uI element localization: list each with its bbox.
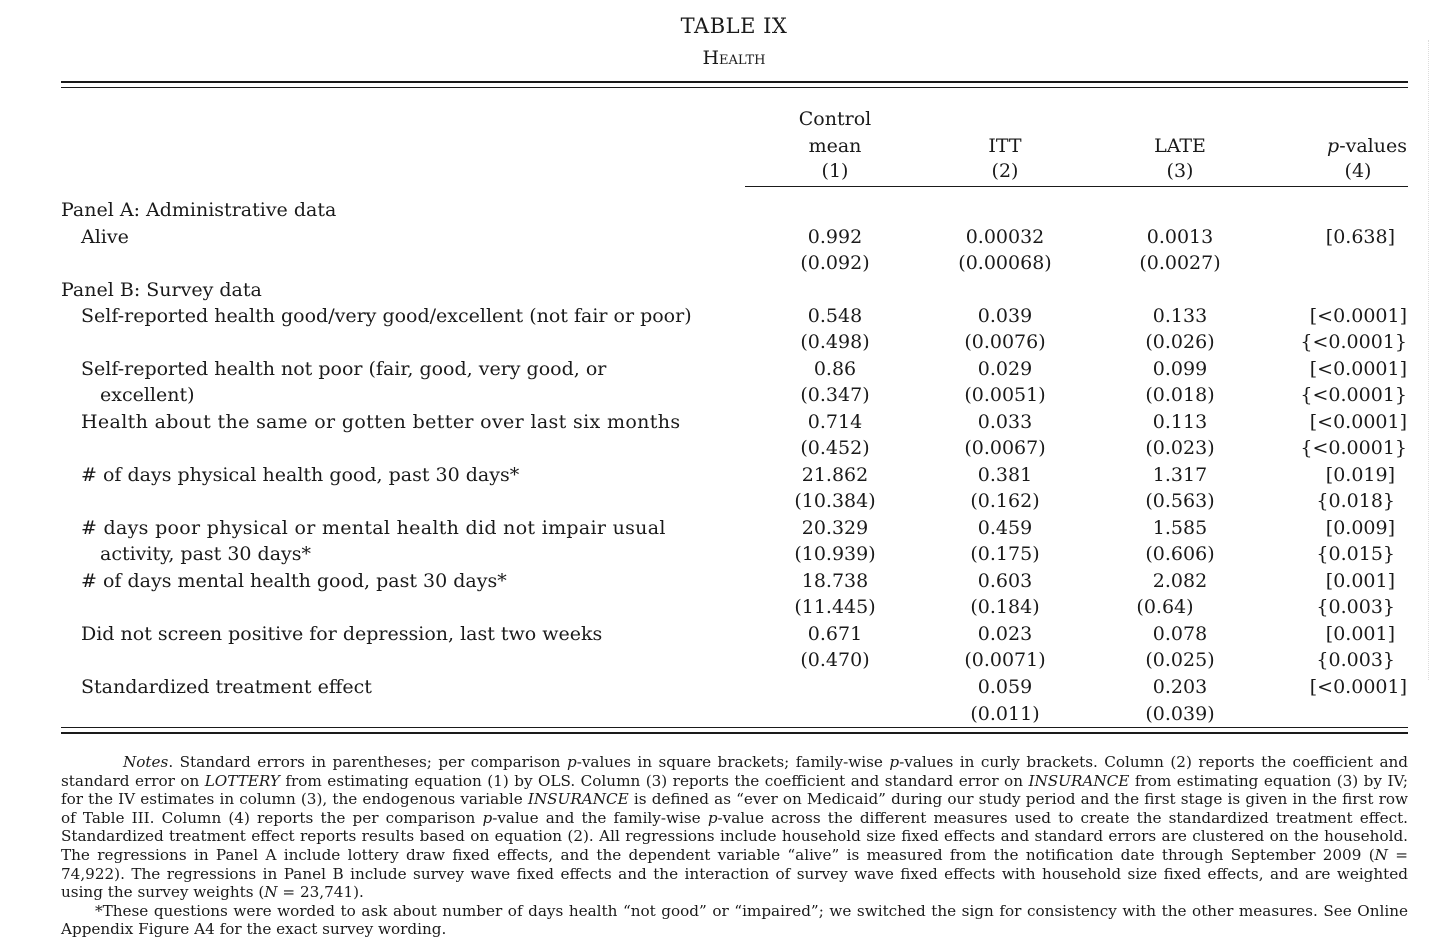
row-depression-c3: 0.078	[1152, 623, 1208, 645]
row-impair-c3se: (0.606)	[1145, 543, 1215, 565]
notes-text-7: INSURANCE	[1028, 771, 1130, 790]
notes-text-18: = 23,741).	[277, 883, 364, 902]
notes-text-0: . Standard errors in parentheses; per comparison	[168, 753, 567, 771]
row-depression-c1se: (0.470)	[800, 649, 870, 671]
row-standardized-c3se: (0.039)	[1145, 703, 1215, 725]
col1-header-line2: mean	[808, 135, 862, 157]
row-standardized-label: Standardized treatment effect	[81, 676, 372, 698]
row-alive-c1: 0.992	[807, 226, 863, 248]
row-mental-days-c1: 18.738	[801, 570, 869, 592]
row-health-good-c1se: (0.498)	[800, 331, 870, 353]
row-standardized-p1: [<0.0001]	[1309, 676, 1407, 698]
row-health-same-p1: [<0.0001]	[1309, 411, 1407, 433]
notes-text-15: N	[1374, 845, 1388, 864]
row-physical-days-c3se: (0.563)	[1145, 490, 1215, 512]
row-physical-days-label: # of days physical health good, past 30 days*	[81, 464, 520, 486]
row-impair-p1: [0.009]	[1325, 517, 1395, 539]
notes-text-16: = 74,922). The regressions in Panel B include survey wave fixed effects and the interaction of survey wave fixed effects with household size fixed effects, and are weighted using the survey weights (	[61, 845, 1408, 902]
row-not-poor-c2se: (0.0051)	[964, 384, 1046, 406]
notes-text-8: from estimating equation (3) by IV; for the IV estimates in column (3), the endogenous variable	[61, 771, 1409, 809]
row-health-same-c2: 0.033	[977, 411, 1033, 433]
row-alive-c3se: (0.0027)	[1139, 252, 1221, 274]
col4-header-rest: -values	[1339, 135, 1407, 157]
row-depression-p1: [0.001]	[1325, 623, 1395, 645]
notes-text-3: p	[889, 753, 900, 771]
row-alive-label: Alive	[81, 226, 129, 248]
notes-text-9: INSURANCE	[527, 790, 629, 809]
row-health-good-c2: 0.039	[977, 305, 1033, 327]
row-mental-days-c2se: (0.184)	[970, 596, 1040, 618]
table-notes	[61, 753, 1408, 939]
row-health-same-c1se: (0.452)	[800, 437, 870, 459]
row-physical-days-c2: 0.381	[977, 464, 1033, 486]
row-impair-label: # days poor physical or mental health did not impair usual	[81, 517, 666, 539]
row-depression-c3se: (0.025)	[1145, 649, 1215, 671]
row-health-same-label: Health about the same or gotten better over last six months	[81, 411, 681, 433]
row-physical-days-c1se: (10.384)	[794, 490, 876, 512]
row-standardized-c3: 0.203	[1152, 676, 1208, 698]
row-alive-c2se: (0.00068)	[958, 252, 1052, 274]
row-health-good-label: Self-reported health good/very good/excellent (not fair or poor)	[81, 305, 692, 327]
row-health-good-c2se: (0.0076)	[964, 331, 1046, 353]
row-depression-p2: {0.003}	[1316, 649, 1395, 671]
row-depression-c2: 0.023	[977, 623, 1033, 645]
row-standardized-c2se: (0.011)	[970, 703, 1040, 725]
row-health-good-p2: {<0.0001}	[1300, 331, 1407, 353]
notes-text-17: N	[264, 883, 278, 902]
top-rule	[61, 81, 1408, 83]
row-not-poor-c1se: (0.347)	[800, 384, 870, 406]
notes-text-10: is defined as “ever on Medicaid” during our study period and the first stage is given in the first row of Table III. Column (4) reports the per comparison	[61, 790, 1408, 827]
notes-lead: Notes	[123, 753, 169, 771]
col2-header-num: (2)	[991, 160, 1019, 182]
row-mental-days-label: # of days mental health good, past 30 days*	[81, 570, 507, 592]
row-health-good-p1: [<0.0001]	[1309, 305, 1407, 327]
row-mental-days-c2: 0.603	[977, 570, 1033, 592]
row-alive-c3: 0.0013	[1146, 226, 1214, 248]
row-impair-c3: 1.585	[1152, 517, 1208, 539]
row-mental-days-c3se: (0.64)	[1136, 596, 1194, 618]
row-alive-p1: [0.638]	[1325, 226, 1395, 248]
notes-text-11: p	[482, 808, 493, 827]
col3-header: LATE	[1154, 135, 1206, 157]
row-not-poor-label: Self-reported health not poor (fair, good, very good, or	[81, 358, 607, 380]
row-health-same-c3: 0.113	[1152, 411, 1208, 433]
row-alive-c2: 0.00032	[965, 226, 1045, 248]
row-health-same-c1: 0.714	[807, 411, 863, 433]
row-health-good-c1: 0.548	[807, 305, 863, 327]
row-not-poor-c3se: (0.018)	[1145, 384, 1215, 406]
row-mental-days-p1: [0.001]	[1325, 570, 1395, 592]
panel-a-heading: Panel A: Administrative data	[61, 199, 337, 221]
row-health-same-p2: {<0.0001}	[1300, 437, 1407, 459]
notes-text-2: -values in square brackets; family-wise	[576, 753, 890, 771]
row-health-good-c3se: (0.026)	[1145, 331, 1215, 353]
col3-header-num: (3)	[1166, 160, 1194, 182]
page-edge-artifact	[1428, 40, 1436, 680]
notes-text-12: -value and the family-wise	[492, 808, 708, 827]
bottom-rule-2	[61, 732, 1408, 734]
row-standardized-c2: 0.059	[977, 676, 1033, 698]
col1-header-line1: Control	[798, 108, 872, 130]
row-health-good-c3: 0.133	[1152, 305, 1208, 327]
col4-header-p: p	[1327, 135, 1340, 157]
col2-header: ITT	[988, 135, 1022, 157]
notes-footnote: *These questions were worded to ask about number of days health “not good” or “impaired”; we switched the sign for consistency with the other measures. See Online Appendix Figure A4 for the exact survey wording.	[61, 901, 1408, 939]
row-not-poor-p1: [<0.0001]	[1309, 358, 1407, 380]
row-health-same-c2se: (0.0067)	[964, 437, 1046, 459]
row-impair-c1: 20.329	[801, 517, 869, 539]
row-physical-days-c2se: (0.162)	[970, 490, 1040, 512]
row-depression-c1: 0.671	[807, 623, 863, 645]
row-physical-days-c1: 21.862	[801, 464, 869, 486]
top-rule-2	[61, 87, 1408, 88]
notes-text-14: -value across the different measures used to create the standardized treatment effect. Standardized treatment effect reports results based on equation (2). All regressions include household size fixed effects and standard errors are clustered on the household. The regressions in Panel A include lottery draw fixed effects, and the dependent variable “alive” is measured from the notification date through September 2009 (	[61, 808, 1409, 864]
col1-header-num: (1)	[821, 160, 849, 182]
notes-text-1: p	[566, 753, 577, 771]
row-not-poor-label-cont: excellent)	[100, 384, 195, 406]
row-not-poor-c2: 0.029	[977, 358, 1033, 380]
row-physical-days-c3: 1.317	[1152, 464, 1208, 486]
row-impair-label-cont: activity, past 30 days*	[100, 543, 312, 565]
row-depression-label: Did not screen positive for depression, last two weeks	[81, 623, 603, 645]
notes-text-4: -values in curly brackets. Column (2) reports the coefficient and standard error on	[61, 753, 1408, 790]
table-label: TABLE IX	[680, 14, 788, 38]
row-mental-days-c3: 2.082	[1152, 570, 1208, 592]
row-impair-p2: {0.015}	[1316, 543, 1395, 565]
row-alive-c1se: (0.092)	[800, 252, 870, 274]
row-depression-c2se: (0.0071)	[964, 649, 1046, 671]
notes-text-6: from estimating equation (1) by OLS. Column (3) reports the coefficient and standard error on	[279, 771, 1029, 790]
row-physical-days-p1: [0.019]	[1325, 464, 1395, 486]
row-impair-c1se: (10.939)	[794, 543, 876, 565]
row-not-poor-p2: {<0.0001}	[1300, 384, 1407, 406]
row-impair-c2: 0.459	[977, 517, 1033, 539]
row-mental-days-c1se: (11.445)	[794, 596, 876, 618]
col4-header-num: (4)	[1344, 160, 1372, 182]
row-not-poor-c1: 0.86	[813, 358, 857, 380]
col4-header	[1280, 133, 1407, 159]
row-not-poor-c3: 0.099	[1152, 358, 1208, 380]
row-impair-c2se: (0.175)	[970, 543, 1040, 565]
row-physical-days-p2: {0.018}	[1316, 490, 1395, 512]
notes-text-5: LOTTERY	[204, 771, 280, 790]
notes-text-13: p	[707, 808, 718, 827]
table-title: Health	[702, 47, 766, 69]
row-health-same-c3se: (0.023)	[1145, 437, 1215, 459]
notes-paragraph	[61, 753, 1408, 902]
bottom-rule	[61, 727, 1408, 728]
panel-b-heading: Panel B: Survey data	[61, 279, 262, 301]
header-rule	[745, 186, 1408, 187]
row-mental-days-p2: {0.003}	[1316, 596, 1395, 618]
